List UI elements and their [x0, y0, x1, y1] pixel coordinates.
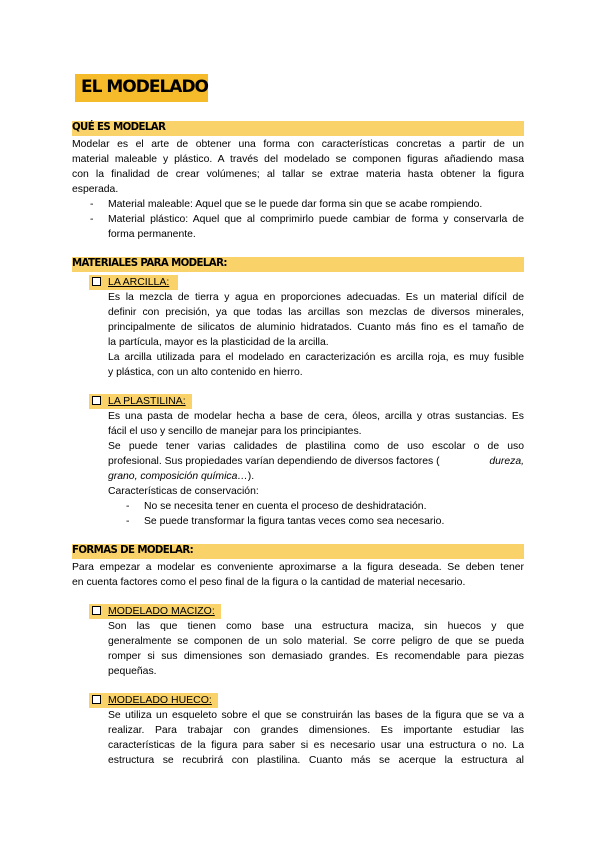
- paragraph-line: Para empezar a modelar es conveniente aproximarse a la figura deseada. Se deben tener: [72, 562, 524, 573]
- subheading-plastilina: [89, 394, 192, 409]
- paragraph-line: Características de conservación:: [108, 486, 259, 497]
- bullet-dash: -: [126, 501, 130, 512]
- text-run: ).: [247, 471, 255, 482]
- section-heading-materiales: [72, 257, 524, 272]
- subheading-hueco-label: MODELADO HUECO:: [108, 694, 212, 706]
- paragraph-line: pequeñas.: [108, 666, 157, 677]
- subheading-macizo: [89, 604, 221, 619]
- paragraph-line: características de la figura para saber si es necesario usar una estructura o no. La: [108, 740, 524, 751]
- paragraph-line: Se utiliza un esqueleto sobre el que se construirán las bases de la figura que se va a: [108, 710, 524, 721]
- paragraph-line: Son las que tienen como base una estructura maciza, sin huecos y que: [108, 621, 524, 632]
- checkbox-icon: [92, 277, 101, 286]
- checkbox-icon: [92, 695, 101, 704]
- document-title: [75, 74, 208, 102]
- paragraph-line: romper si sus dimensiones son demasiado grandes. Es recomendable para piezas: [108, 651, 524, 662]
- paragraph-line: Es la mezcla de tierra y agua en proporciones adecuadas. Es un material difícil de: [108, 292, 524, 303]
- bullet-dash: -: [126, 516, 130, 527]
- subheading-arcilla-label: LA ARCILLA:: [108, 276, 170, 288]
- section-heading-materiales-text: MATERIALES PARA MODELAR:: [72, 258, 227, 269]
- bullet-dash: -: [90, 199, 94, 210]
- paragraph-line: definir con precisión, ya que todas las arcillas son mezclas de diversos minerales,: [108, 307, 524, 318]
- paragraph-line: en cuenta factores como el peso final de la figura o la cantidad de material necesario.: [72, 577, 466, 588]
- paragraph-line: generalmente se componen de un solo material. Se corre peligro de que se pueda: [108, 636, 524, 647]
- subheading-macizo-label: MODELADO MACIZO:: [108, 605, 215, 617]
- bullet-item: No se necesita tener en cuenta el proceso de deshidratación.: [144, 501, 427, 512]
- bullet-item-continued: forma permanente.: [108, 229, 196, 240]
- bullet-dash: -: [90, 214, 94, 225]
- subheading-hueco: [89, 693, 218, 708]
- subheading-arcilla: [89, 275, 178, 290]
- paragraph-line: Modelar es el arte de obtener una forma con características concretas a partir de un: [72, 139, 524, 150]
- section-heading-formas-text: FORMAS DE MODELAR:: [72, 545, 194, 556]
- paragraph-line: con la finalidad de crear volúmenes; al tallar se extrae materia hasta obtener la figura: [72, 169, 524, 180]
- paragraph-line: Es una pasta de modelar hecha a base de cera, óleos, arcilla y otras sustancias. Es: [108, 411, 524, 422]
- paragraph-line-mixed: [108, 469, 254, 484]
- checkbox-icon: [92, 396, 101, 405]
- text-run-italic: dureza,: [489, 456, 524, 467]
- paragraph-line: la partícula, mayor es la plasticidad de la arcilla.: [108, 337, 329, 348]
- checkbox-icon: [92, 606, 101, 615]
- paragraph-line: Se puede tener varias calidades de plastilina como de uso escolar o de uso: [108, 441, 524, 452]
- paragraph-line: estructura se recubrirá con plastilina. Cuanto más se acerque la estructura al: [108, 755, 524, 766]
- paragraph-line: y plástica, con un alto contenido en hierro.: [108, 367, 303, 378]
- paragraph-line: material maleable y plástico. A través del modelado se componen figuras añadiendo masa: [72, 154, 524, 165]
- paragraph-line: fácil el uso y sencillo de manejar para los principiantes.: [108, 426, 362, 437]
- text-run-italic: grano, composición química…: [108, 471, 248, 482]
- paragraph-line: realizar. Para trabajar con grandes dimensiones. Es importante estudiar las: [108, 725, 524, 736]
- section-heading-que-es-text: QUÉ ES MODELAR: [72, 122, 166, 133]
- bullet-item: Se puede transformar la figura tantas veces como sea necesario.: [144, 516, 445, 527]
- subheading-plastilina-label: LA PLASTILINA:: [108, 395, 186, 407]
- paragraph-line-mixed: [108, 454, 524, 469]
- text-run: profesional. Sus propiedades varían dependiendo de diversos factores (: [108, 456, 440, 467]
- section-heading-formas: [72, 544, 524, 559]
- section-heading-que-es: [72, 121, 524, 136]
- bullet-item: Material plástico: Aquel que al comprimirlo puede cambiar de forma y conservarla de: [108, 214, 524, 225]
- bullet-item: Material maleable: Aquel que se le puede dar forma sin que se acabe rompiendo.: [108, 199, 483, 210]
- document-title-text: EL MODELADO: [81, 77, 209, 97]
- paragraph-line: principalmente de silicatos de aluminio hidratados. Cuanto más fino es el tamaño de: [108, 322, 524, 333]
- paragraph-line: esperada.: [72, 184, 119, 195]
- paragraph-line: La arcilla utilizada para el modelado en caracterización es arcilla roja, es muy fusible: [108, 352, 524, 363]
